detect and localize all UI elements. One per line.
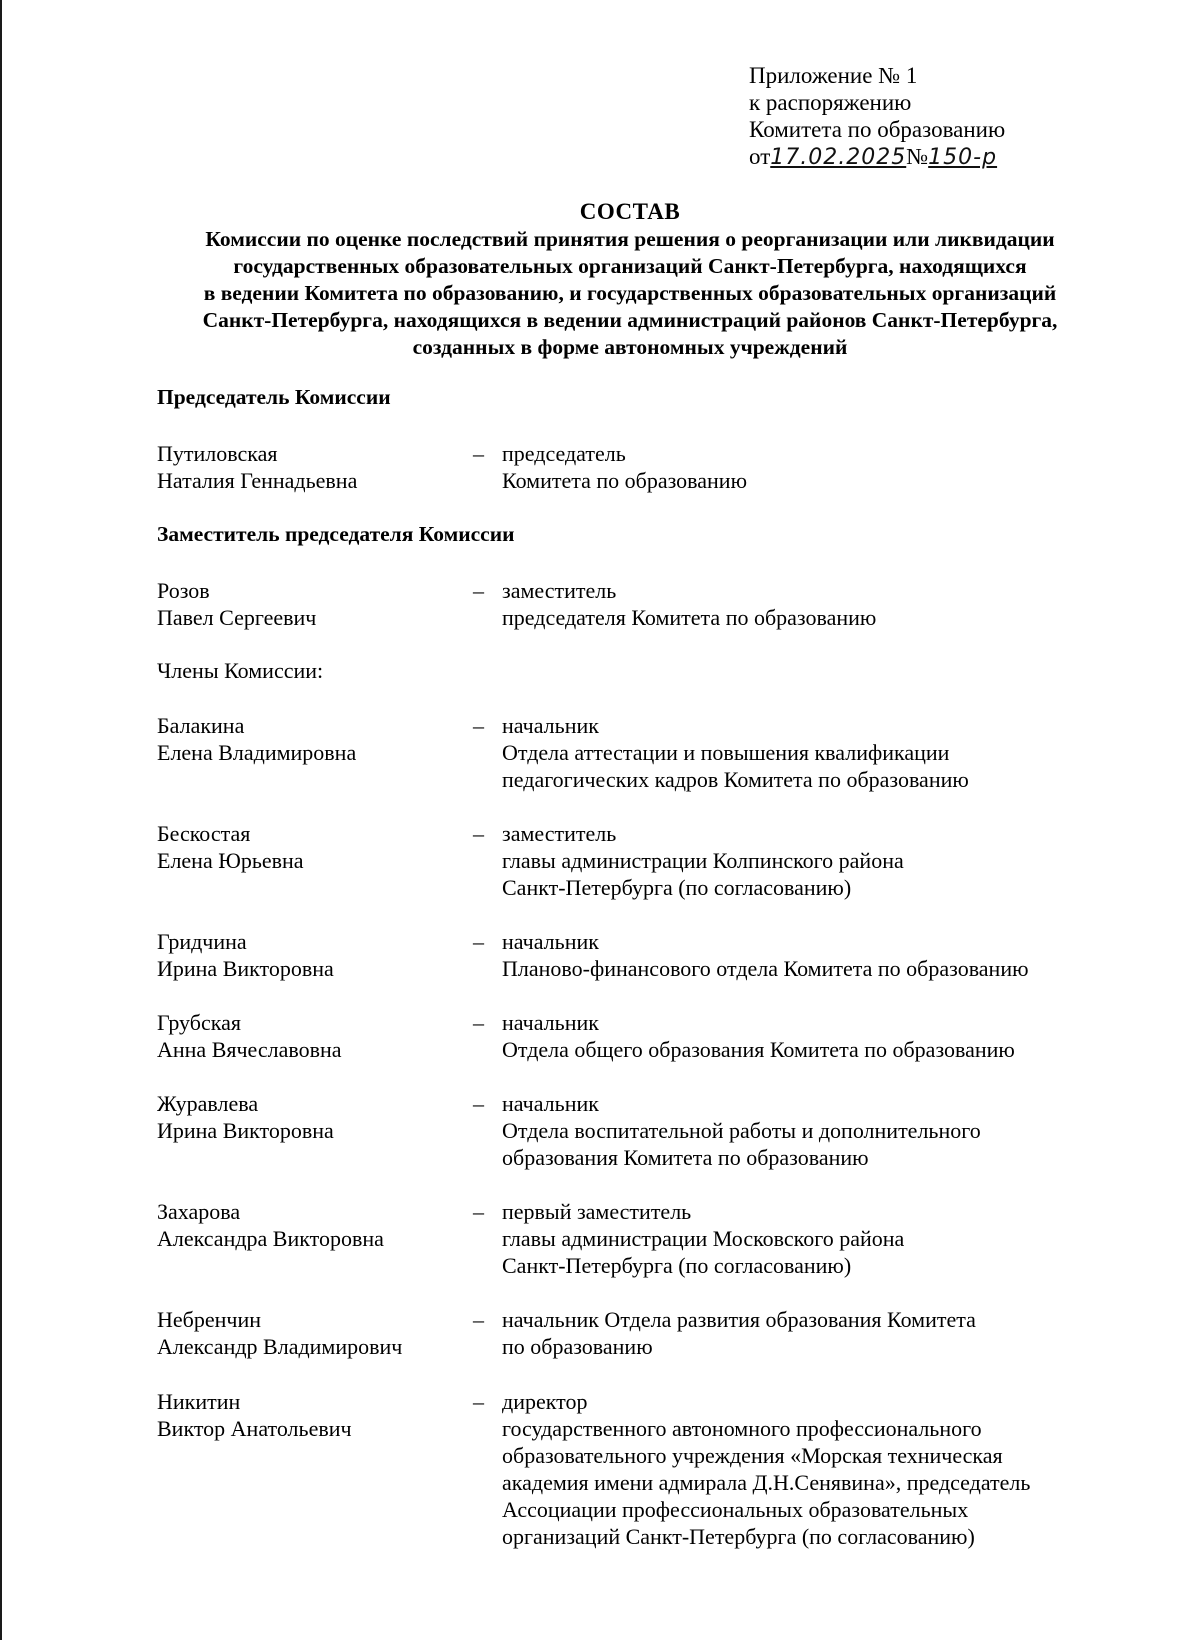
member-position: первый заместитель главы администрации Московского района Санкт-Петербурга (по согласованию): [502, 1199, 905, 1278]
deputy-section-title: Заместитель председателя Комиссии: [157, 522, 515, 546]
member-name: [157, 1388, 467, 1442]
member-name: [157, 440, 467, 494]
dash-separator: –: [473, 1010, 484, 1035]
dash-separator: –: [473, 713, 484, 738]
chair-section-title: Председатель Комиссии: [157, 385, 391, 409]
member-surname: Журавлева: [157, 1091, 259, 1116]
member-given-names: Наталия Геннадьевна: [157, 468, 358, 493]
dash-separator: –: [473, 821, 484, 846]
member-surname: Путиловская: [157, 441, 278, 466]
appendix-block: [749, 62, 1005, 171]
document-heading: [120, 198, 1140, 361]
dash-separator: –: [473, 1199, 484, 1224]
dash-separator: –: [473, 1307, 484, 1332]
appendix-date-line: [749, 143, 1005, 171]
number-label: №: [906, 144, 929, 169]
member-position: заместитель председателя Комитета по образованию: [502, 578, 877, 630]
dash-separator: –: [473, 578, 484, 603]
from-label: от: [749, 144, 771, 169]
member-name: [157, 1090, 467, 1144]
heading-line-2: государственных образовательных организаций Санкт-Петербурга, находящихся: [233, 254, 1027, 278]
member-position: начальник Отдела аттестации и повышения квалификации педагогических кадров Комитета по образованию: [502, 713, 969, 792]
member-surname: Грубская: [157, 1010, 241, 1035]
appendix-line-2: к распоряжению: [749, 90, 912, 115]
dash-separator: –: [473, 929, 484, 954]
member-given-names: Елена Владимировна: [157, 740, 357, 765]
member-name: [157, 577, 467, 631]
member-given-names: Александра Викторовна: [157, 1226, 384, 1251]
member-name: [157, 712, 467, 766]
member-surname: Балакина: [157, 713, 245, 738]
member-name: [157, 1198, 467, 1252]
dash-separator: –: [473, 441, 484, 466]
appendix-line-3: Комитета по образованию: [749, 117, 1006, 142]
appendix-line-1: Приложение № 1: [749, 63, 918, 88]
page-edge-line: [0, 0, 2, 1640]
handwritten-date: 17.02.2025: [770, 145, 907, 170]
handwritten-number: 150-р: [928, 145, 998, 170]
heading-title: СОСТАВ: [579, 199, 681, 224]
member-position: начальник Отдела общего образования Комитета по образованию: [502, 1010, 1015, 1062]
member-surname: Бескостая: [157, 821, 251, 846]
member-name: [157, 820, 467, 874]
member-surname: Розов: [157, 578, 210, 603]
member-position: начальник Планово-финансового отдела Комитета по образованию: [502, 929, 1029, 981]
member-given-names: Елена Юрьевна: [157, 848, 304, 873]
member-surname: Гридчина: [157, 929, 247, 954]
member-given-names: Ирина Викторовна: [157, 956, 334, 981]
member-name: [157, 1306, 467, 1360]
member-position: начальник Отдела развития образования Комитета по образованию: [502, 1307, 976, 1359]
member-given-names: Ирина Викторовна: [157, 1118, 334, 1143]
member-position: начальник Отдела воспитательной работы и дополнительного образования Комитета по образованию: [502, 1091, 981, 1170]
heading-line-5: созданных в форме автономных учреждений: [412, 335, 848, 359]
member-given-names: Анна Вячеславовна: [157, 1037, 342, 1062]
heading-line-4: Санкт-Петербурга, находящихся в ведении администраций районов Санкт-Петербурга,: [202, 308, 1058, 332]
member-name: [157, 1009, 467, 1063]
member-given-names: Виктор Анатольевич: [157, 1416, 352, 1441]
member-given-names: Александр Владимирович: [157, 1334, 403, 1359]
heading-line-3: в ведении Комитета по образованию, и государственных образовательных организаций: [203, 281, 1057, 305]
dash-separator: –: [473, 1389, 484, 1414]
member-position: заместитель главы администрации Колпинского района Санкт-Петербурга (по согласованию): [502, 821, 904, 900]
members-section-label: Члены Комиссии:: [157, 658, 324, 683]
member-surname: Захарова: [157, 1199, 241, 1224]
member-position: директор государственного автономного профессионального образовательного учреждения «Морская техническая академия имени адмирала Д.Н.Сенявина», председатель Ассоциации профессиональных образовательных организаций Санкт-Петербурга (по согласованию): [502, 1389, 1031, 1549]
member-surname: Никитин: [157, 1389, 241, 1414]
member-given-names: Павел Сергеевич: [157, 605, 317, 630]
member-surname: Небренчин: [157, 1307, 261, 1332]
member-name: [157, 928, 467, 982]
heading-line-1: Комиссии по оценке последствий принятия решения о реорганизации или ликвидации: [205, 227, 1055, 251]
dash-separator: –: [473, 1091, 484, 1116]
member-position: председатель Комитета по образованию: [502, 441, 748, 493]
